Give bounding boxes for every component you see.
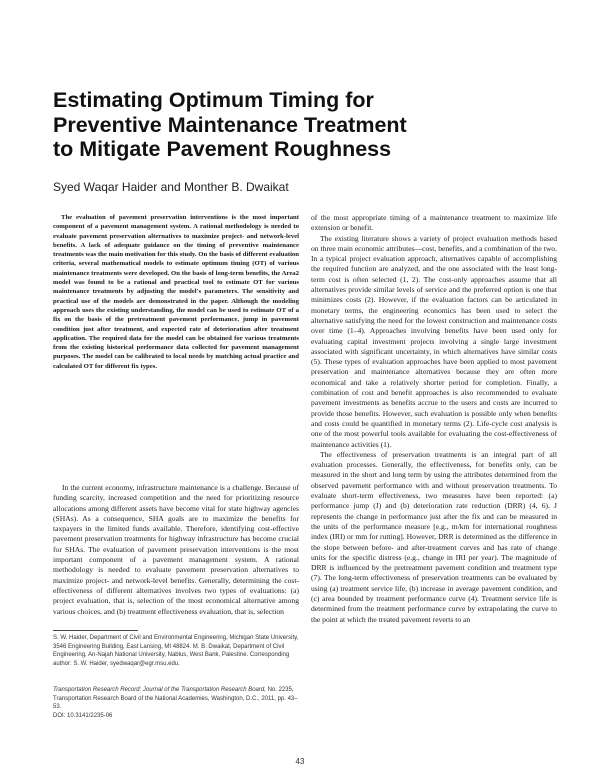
title-line-3: to Mitigate Pavement Roughness — [53, 137, 392, 161]
title-line-1: Estimating Optimum Timing for — [53, 88, 374, 112]
journal-footnote — [53, 686, 299, 720]
footnote-divider — [53, 630, 138, 631]
body-paragraph-continued: of the most appropriate timing of a maintenance treatment to maximize life extension or benefit. — [311, 213, 557, 233]
paper-title — [53, 88, 553, 162]
intro-paragraph: In the current economy, infrastructure maintenance is a challenge. Because of funding scarcity, increased competition and the need for prioritizing resource allocations among different assets have become vital for state highway agencies (SHAs). As a consequence, SHA goals are to maximize the benefits for taxpayers in the limited funds available. Therefore, identifying cost-effective pavement preservation treatments for highway infrastructure has become crucial for SHAs. The evaluation of pavement preservation interventions is the most important component of a pavement management system. A rational methodology is needed to evaluate pavement preservation alternatives to maximize project- and network-level benefits. Generally, determining the cost-effectiveness of different alternatives involves two types of evaluations: (a) project evaluation, that is, selection of the most economical alternative among various choices, and (b) treatment effectiveness evaluation, that is, selection — [53, 483, 299, 616]
intro-section — [53, 483, 299, 617]
affiliation-footnote: S. W. Haider, Department of Civil and Environmental Engineering, Michigan State University, 3546 Engineering Building, East Lansing, MI 48824. M. B. Dwaikat, Department of Civil Engineering, An-Najah National University, Nablus, West Bank, Palestine. Corresponding author: S. W. Haider, syedwaqar@egr.msu.edu. — [53, 635, 299, 667]
abstract-section — [53, 213, 299, 371]
title-line-2: Preventive Maintenance Treatment — [53, 112, 407, 137]
right-column — [311, 213, 557, 625]
journal-name: Transportation Research Record: Journal of the Transportation Research Board, — [53, 687, 266, 693]
page-number: 43 — [295, 757, 305, 766]
abstract-text: The evaluation of pavement preservation interventions is the most important component of a pavement management system. A rational methodology is needed to evaluate pavement preservation alternatives to maximize project- and network-level benefits. A lack of adequate guidance on the timing of preventive maintenance treatments was the main motivation for this study. On the basis of different evaluation criteria, several mathematical models to estimate optimum timing (OT) of various maintenance treatments were developed. On the basis of long-term benefits, the Area2 model was found to be a rational and practical tool to estimate OT for various maintenance treatments by adjusting the model's parameters. The sensitivity and practical use of the models are demonstrated in the paper. Although the modeling approach uses the existing understanding, the model can be used to estimate OT of a fix on the basis of the pretreatment pavement performance, jump in pavement condition just after treatment, and expected rate of deterioration after treatment application. The required data for the model can be obtained for various treatments from the existing historical performance data collected for pavement management purposes. The model can be calibrated to local needs by matching actual practice and calculated OT for different fix types. — [53, 214, 299, 370]
body-paragraph-effectiveness: The effectiveness of preservation treatments is an integral part of all evaluation processes. Generally, the effectiveness, for benefits only, can be measured in the short and long term by using the attributes determined from the observed pavement performance with and without preservation treatments. To evaluate short-term effectiveness, two measures have been reported: (a) performance jump (J) and (b) deterioration rate reduction (DRR) (4, 6). J represents the change in performance just after the fix and can be measured in the units of the performance measure [e.g., m/km for international roughness index (IRI) or mm for rutting]. However, DRR is determined as the difference in the slope between before- and after-treatment curves and has rate of change units for the specific distress (e.g., change in IRI per year). The magnitude of DRR is influenced by the pretreatment pavement condition and treatment type (7). The long-term effectiveness of preservation treatments can be evaluated by using (a) treatment service life, (b) increase in average pavement condition, and (c) area bounded by treatment performance curve (4). Treatment service life is determined from the treatment performance curve by extrapolating the curve to the point at which the treated pavement reverts to an — [311, 449, 557, 624]
author-line: Syed Waqar Haider and Monther B. Dwaikat — [53, 180, 289, 194]
body-paragraph-literature: The existing literature shows a variety of project evaluation methods based on three main economic attributes—cost, benefits, and a combination of the two. In a typical project evaluation approach, alternatives capable of accomplishing the required function are analyzed, and the one associated with the least long-term cost is often selected (1, 2). The cost-only approaches assume that all alternatives provide similar levels of service and the preferred option is one that minimizes costs (2). However, if the evaluation factors can be articulated in monetary terms, the engineering economics has been used to select the alternative satisfying the need for the lowest construction and maintenance costs over time (1–4). Approaches involving benefits have been used only for evaluating capital investment projects involving a single large investment associated with significant uncertainty, in which alternatives have similar costs (5). These types of evaluation approaches have been applied to most pavement preservation and maintenance alternatives because they are often more economical and take a relatively shorter period for completion. Finally, a combination of cost and benefit approaches is also recommended to evaluate pavement investments as benefits accrue to the users and costs are incurred to provide those benefits. However, such evaluation is possible only when benefits and costs could be quantified in monetary terms (2). Life-cycle cost analysis is one of the most powerful tools available for evaluating the cost-effectiveness of maintenance activities (1). — [311, 233, 557, 449]
journal-doi: DOI: 10.3141/2235-06 — [53, 712, 113, 719]
journal-issue: No. 2235, Transportation Research Board of the National Academies, Washington, D.C., 2011, pp. 43–53. — [53, 687, 298, 711]
